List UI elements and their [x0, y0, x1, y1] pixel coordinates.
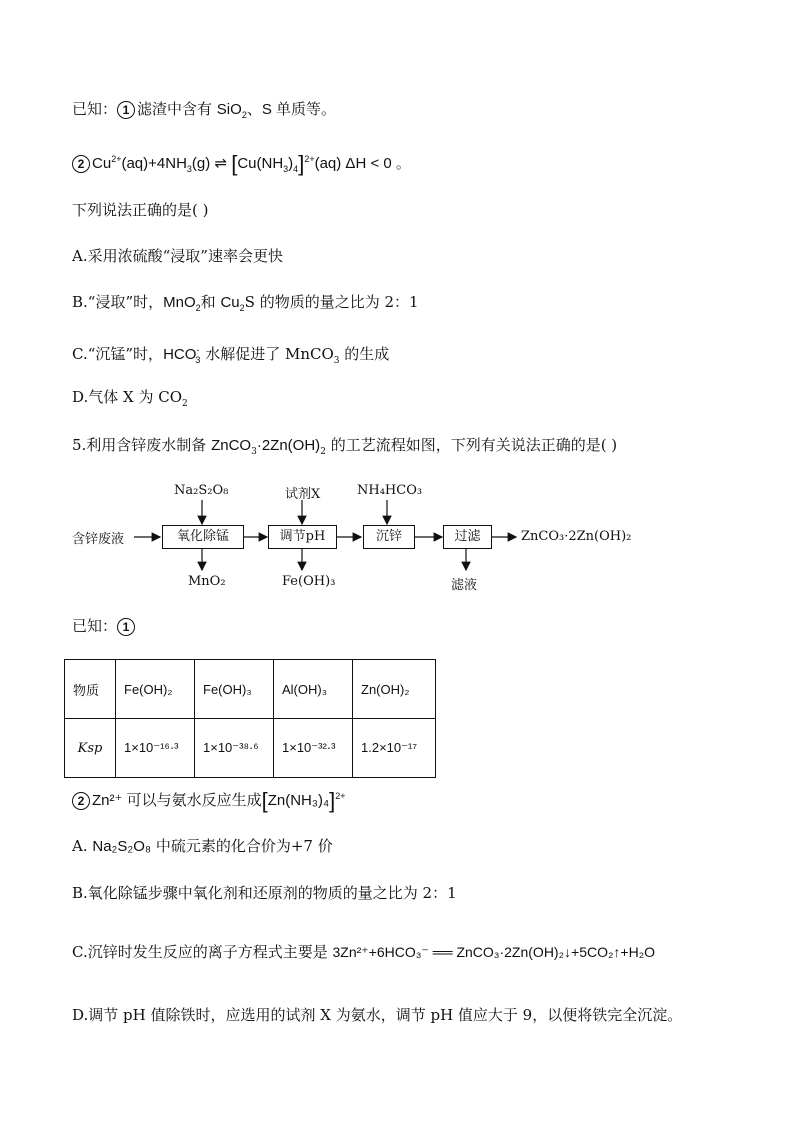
eq-tail: (aq) ΔH < 0 。: [314, 155, 411, 172]
flow-step-zinc: 沉锌: [363, 525, 415, 549]
given-prefix: 已知：: [72, 100, 118, 118]
flow-start: 含锌废液: [72, 532, 125, 547]
q5c-text: C.沉锌时发生反应的离子方程式主要是: [72, 943, 333, 961]
given-2-equation: 2 $Cu^{2+}(aq)+4NH_3(g)$ ⇌ $[Cu(NH_3)_4]^{2+}(aq) \Delta H < 0$ 。: [72, 148, 411, 180]
equilibrium-arrows: ⇌: [214, 155, 228, 172]
table-row-label: Ksp: [65, 719, 116, 778]
given1-text: 滤渣中含有: [137, 100, 217, 118]
table-row: [65, 660, 436, 719]
flow-output-filtrate: 滤液: [451, 578, 478, 593]
circled-number: 1: [117, 618, 135, 636]
q5-option-d: D.调节 pH 值除铁时，应选用的试剂 X 为氨水，调节 pH 值应大于 9，以便将铁完全沉淀。: [72, 1006, 683, 1024]
flow-output-feoh3: Fe(OH)₃: [282, 574, 336, 589]
table-cell: 1×10⁻³²·³: [274, 719, 353, 778]
flow-step-oxidize: 氧化除锰: [162, 525, 244, 549]
eq-nh3: (aq)+4NH: [121, 155, 187, 172]
table-header: Fe(OH)₂: [116, 660, 195, 719]
table-cell: 1×10⁻¹⁶·³: [116, 719, 195, 778]
flow-input-nh4hco3: NH₄HCO₃: [357, 483, 423, 498]
q5a-formula: Na₂S₂O₈: [92, 838, 152, 855]
circled-number: 2: [72, 155, 90, 173]
table-header: 物质: [65, 660, 116, 719]
eq-complex: Cu(NH: [237, 155, 284, 172]
flow-step-filter: 过滤: [443, 525, 492, 549]
q5a-rest: 中硫元素的化合价为+7 价: [151, 837, 333, 855]
given-5: [72, 615, 137, 637]
table-header: Zn(OH)₂: [353, 660, 436, 719]
q5a-label: A.: [72, 837, 93, 855]
q4-stem: 下列说法正确的是( ): [72, 201, 209, 219]
q4-option-a: A.采用浓硫酸“浸取”速率会更快: [72, 247, 283, 265]
q5-option-b: B.氧化除锰步骤中氧化剂和还原剂的物质的量之比为 2：1: [72, 884, 457, 902]
flow-output-mno2: MnO₂: [188, 574, 226, 589]
mno2: MnO$_2$: [163, 294, 201, 313]
q5-suffix: 的工艺流程如图，下列有关说法正确的是( ): [325, 436, 618, 454]
table-row: [65, 719, 436, 778]
q5-prefix: 5.利用含锌废水制备: [72, 436, 212, 454]
table-cell: 1.2×10⁻¹⁷: [353, 719, 436, 778]
q4c-rest: 水解促进了 MnCO: [200, 345, 334, 363]
flow-input-reagent-x: 试剂X: [285, 487, 321, 502]
circled-number: 2: [72, 792, 90, 810]
q4-option-d: D.气体 X 为 $CO_2$: [72, 388, 188, 409]
eq-cu: Cu: [92, 155, 112, 172]
q4c-tail: 的生成: [339, 345, 390, 363]
given1-sep: 、: [246, 100, 262, 118]
flow-product: ZnCO₃·2Zn(OH)₂: [521, 529, 632, 544]
given52-complex: Zn(NH₃)₄: [267, 792, 330, 809]
q5-option-a: [72, 835, 333, 858]
q4b-rest: S 的物质的量之比为 2：1: [244, 293, 419, 311]
table-header: Fe(OH)₃: [195, 660, 274, 719]
q4c-text: C.“沉锰”时，: [72, 345, 164, 363]
hco3: $HCO^-_3$: [163, 345, 201, 365]
eq-gas: (g): [191, 155, 211, 172]
q5-option-c: [72, 941, 655, 963]
q5c-equation: 3Zn²⁺+6HCO₃⁻ ══ ZnCO₃·2Zn(OH)₂↓+5CO₂↑+H₂O: [332, 944, 656, 960]
q4b-and: 和: [200, 293, 221, 311]
given52-text: Zn²⁺ 可以与氨水反应生成: [92, 792, 262, 809]
table-header: Al(OH)₃: [274, 660, 353, 719]
circled-number: 1: [117, 101, 135, 119]
given-5-2: 2 Zn²⁺ 可以与氨水反应生成$[Zn(NH_3)_4]^{2+}$: [72, 785, 346, 812]
q5-formula-a: ZnCO: [211, 437, 252, 454]
flow-input-na2s2o8: Na₂S₂O₈: [174, 483, 229, 498]
given1-text2: S 单质等。: [261, 101, 337, 118]
given5-prefix: 已知：: [72, 617, 118, 635]
sio2: SiO$_2$: [216, 101, 247, 120]
q4b-text: B.“浸取”时，: [72, 293, 164, 311]
q4d-text: D.气体 X 为 CO: [72, 388, 183, 406]
table-cell: 1×10⁻³⁸·⁶: [195, 719, 274, 778]
ksp-table: [64, 659, 436, 778]
q5-formula-b: ·2Zn(OH): [256, 437, 321, 454]
q5-stem: 5.利用含锌废水制备 $ZnCO_3\cdot 2Zn(OH)_2$ 的工艺流程如图，下列有关说法正确的是( ): [72, 436, 618, 457]
q4-option-c: C.“沉锰”时，$HCO^-_3$ 水解促进了 MnCO$_3$ 的生成: [72, 345, 390, 366]
flow-step-ph: 调节pH: [268, 525, 337, 549]
cu2s: $Cu_2$: [220, 294, 245, 313]
